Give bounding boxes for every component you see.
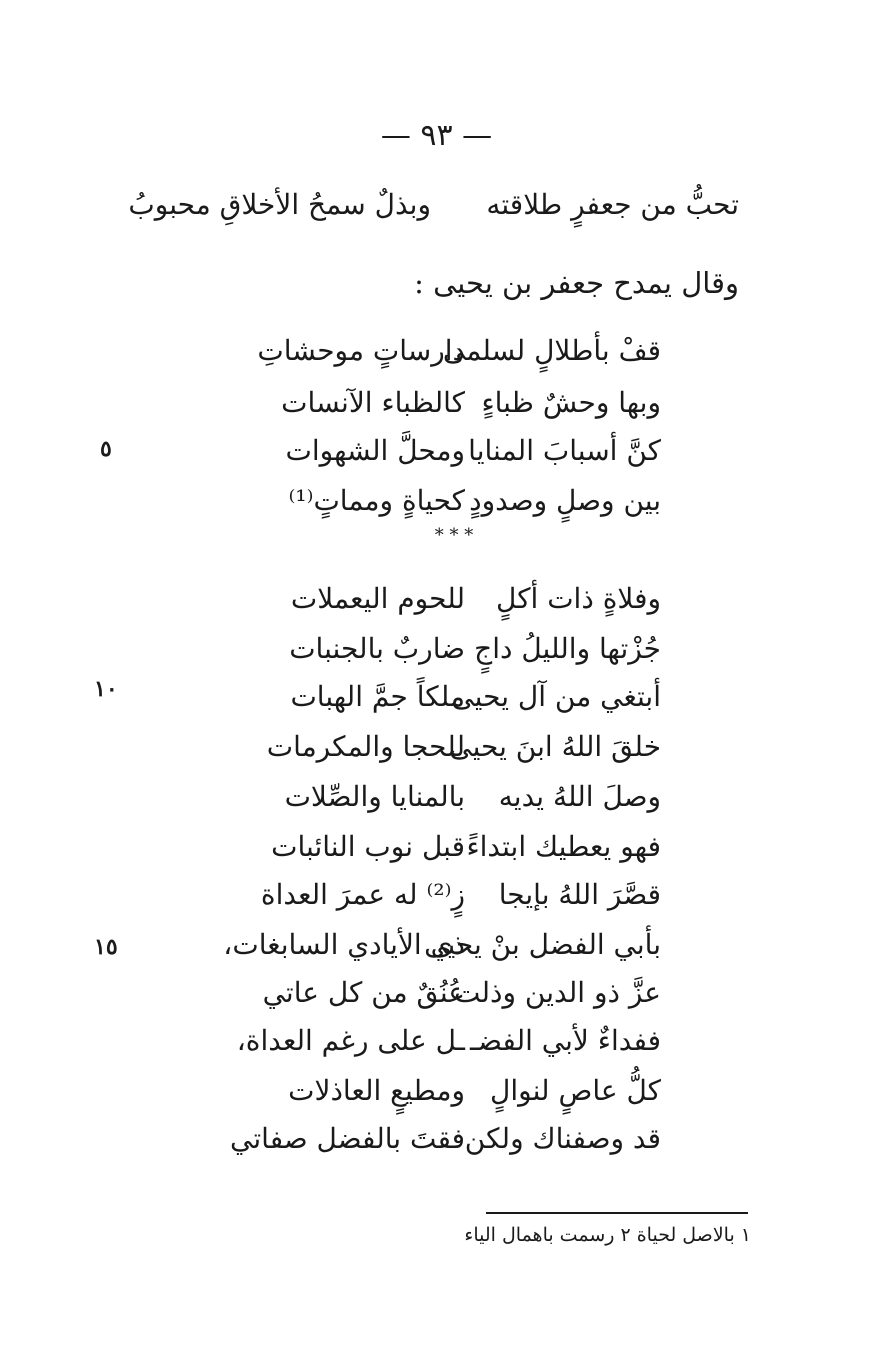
footnote-text: ١ بالاصل لحياة ٢ رسمت باهمال الياء	[464, 1224, 751, 1246]
poem2-line9-right: عزَّ ذو الدين وذلت	[454, 976, 661, 1009]
poem2-line5-right: وصلَ اللهُ يديه	[498, 780, 661, 813]
poem1-line1-right: قفْ بأطلالٍ لسلمى	[442, 334, 661, 367]
poem2-line1-right: وفلاةٍ ذات أكلٍ	[495, 582, 661, 615]
poem1-line4-left: كحياةٍ ومماتٍ⁽¹⁾	[288, 484, 465, 517]
poem2-line4-right: خلقَ اللهُ ابنَ يحيى	[449, 730, 661, 763]
opening-verse-right: تحبُّ من جعفرٍ طلاقته	[486, 188, 739, 221]
poem2-line4-left: للحجا والمكرمات	[266, 730, 465, 763]
poem2-line12-left: فقتَ بالفضل صفاتي	[230, 1122, 465, 1155]
poem2-line7-right: قصَّرَ اللهُ بإيجا	[498, 878, 661, 911]
poem1-line2-left: كالظباء الآنسات	[281, 386, 465, 419]
line-number-5: ٥	[100, 436, 112, 462]
poem1-line2-right: وبها وحشٌ ظباءٍ	[481, 386, 661, 419]
poem2-line12-right: قد وصفناك ولكن	[464, 1122, 661, 1155]
footnote-divider	[486, 1212, 748, 1214]
poem2-line10-right: ففداءٌ لأبي الفضـ	[469, 1024, 661, 1057]
poem2-line8-right: بأبي الفضل بنْ يحيى	[424, 928, 661, 961]
poem2-line9-left: عُنُقٌ من كل عاتي	[262, 976, 465, 1009]
poem1-line3-right: كنَّ أسبابَ المنايا	[468, 434, 661, 467]
poem2-line8-left: ذي الأيادي السابغات،	[223, 928, 465, 961]
poem2-line11-left: ومطيعٍ العاذلات	[288, 1074, 465, 1107]
poem1-line4-right: بين وصلٍ وصدودٍ	[469, 484, 661, 517]
poem2-line2-right: جُزْتها والليلُ داجٍ	[474, 632, 661, 665]
poem2-line10-left: ـل على رغم العداة،	[236, 1024, 465, 1057]
poem2-line1-left: للحوم اليعملات	[290, 582, 465, 615]
poem1-line3-left: ومحلَّ الشهوات	[285, 434, 465, 467]
poem2-line5-left: بالمنايا والصِّلات	[284, 780, 465, 813]
poem2-line3-right: أبتغي من آل يحيى	[451, 680, 661, 713]
section-separator: * * *	[434, 525, 474, 546]
poem2-line7-left: زٍ⁽²⁾ له عمرَ العداة	[260, 878, 465, 911]
poem2-line6-left: قبل نوب النائبات	[271, 830, 465, 863]
line-number-10: ١٠	[94, 676, 118, 702]
poem2-line6-right: فهو يعطيك ابتداءً	[466, 830, 661, 863]
poem1-line1-left: دارساتٍ موحشاتِ	[257, 334, 465, 367]
line-number-15: ١٥	[94, 934, 118, 960]
page-number: — ٩٣ —	[380, 118, 493, 153]
poem2-line2-left: ضاربٌ بالجنبات	[289, 632, 465, 665]
poem2-line11-right: كلُّ عاصٍ لنوالٍ	[490, 1074, 661, 1107]
poem-intro: وقال يمدح جعفر بن يحيى :	[414, 266, 739, 300]
poem2-line3-left: ملكاً جمَّ الهبات	[290, 680, 465, 713]
opening-verse-left: وبذلٌ سمحُ الأخلاقِ محبوبُ	[128, 188, 431, 221]
